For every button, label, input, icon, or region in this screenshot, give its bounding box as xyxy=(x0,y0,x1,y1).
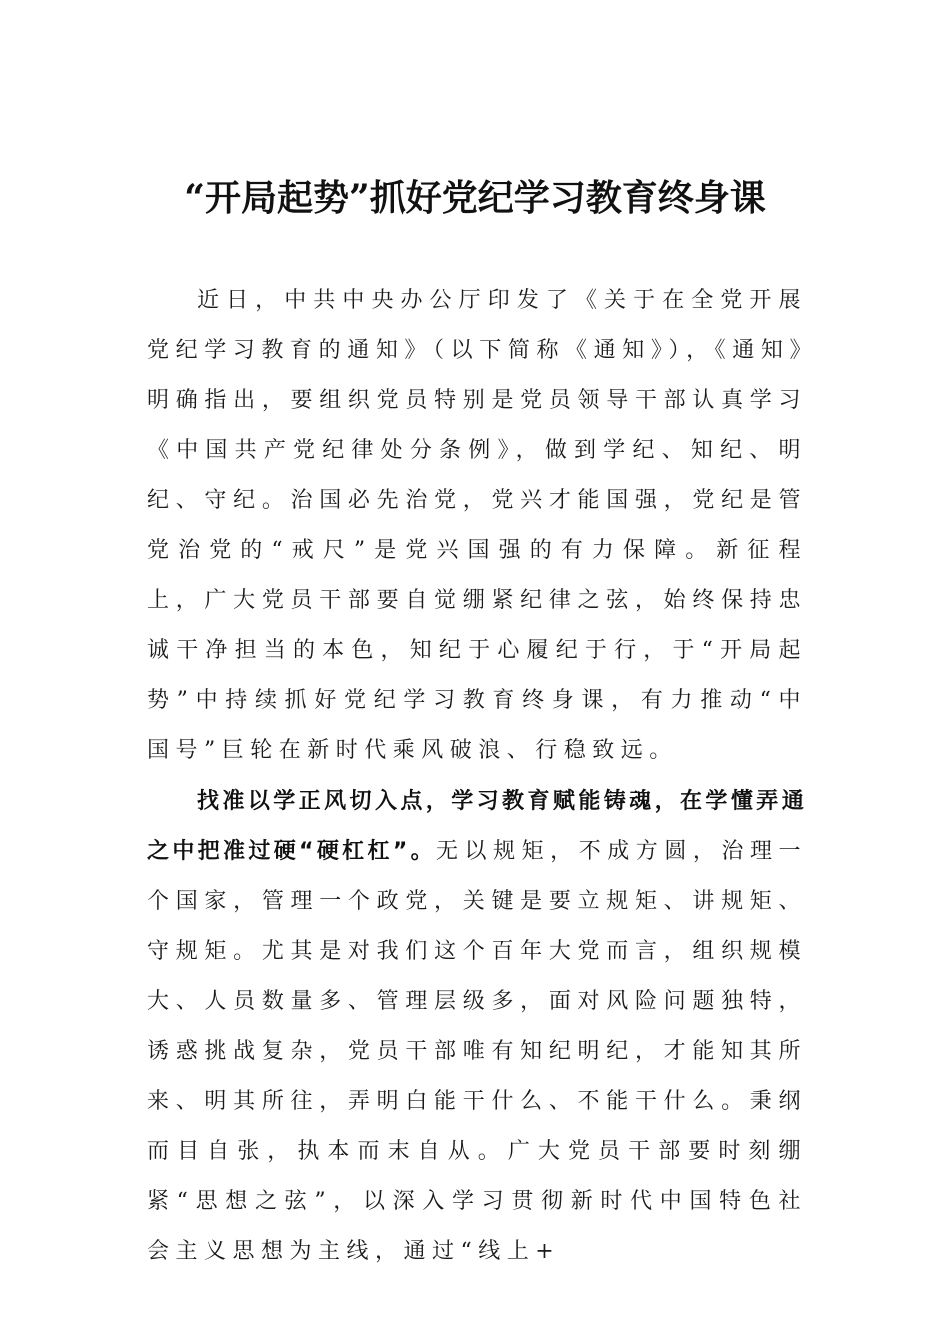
paragraph-2-lead-sentence: 找准以学正风切入点，学习教育赋能铸魂，在学懂弄通之中把准过硬“硬杠杠”。 xyxy=(147,789,807,864)
paragraph-2-text: 无以规矩，不成方圆，治理一个国家，管理一个政党，关键是要立规矩、讲规矩、守规矩。尤其是对我们这个百年大党而言，组织规模大、人员数量多、管理层级多，面对风险问题独特，诱惑挑战复杂，党员干部唯有知纪明纪，才能知其所来、明其所往，弄明白能干什么、不能干什么。秉纲而目自张，执本而末自从。广大党员干部要时刻绷紧“思想之弦”，以深入学习贯彻新时代中国特色社会主义思想为主线，通过“线上+ xyxy=(147,839,807,1264)
document-title: “开局起势”抓好党纪学习教育终身课 xyxy=(184,177,766,219)
paragraph-1-text: 近日，中共中央办公厅印发了《关于在全党开展党纪学习教育的通知》（以下简称《通知》），《通知》明确指出，要组织党员特别是党员领导干部认真学习《中国共产党纪律处分条例》，做到学纪、知纪、明纪、守纪。治国必先治党，党兴才能国强，党纪是管党治党的“戒尺”是党兴国强的有力保障。新征程上，广大党员干部要自觉绷紧纪律之弦，始终保持忠诚干净担当的本色，知纪于心履纪于行，于“开局起势”中持续抓好党纪学习教育终身课，有力推动“中国号”巨轮在新时代乘风破浪、行稳致远。 xyxy=(147,288,807,763)
body-paragraph-2 xyxy=(147,777,807,1277)
body-paragraph-1 xyxy=(147,276,807,776)
